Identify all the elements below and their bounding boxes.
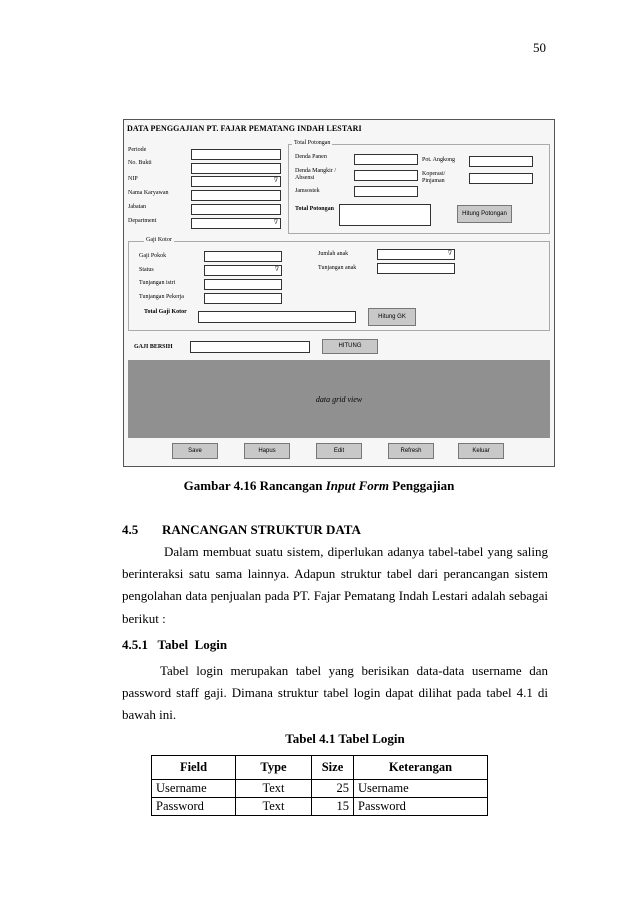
- label-total-potongan: Total Potongan: [295, 206, 334, 212]
- subsection-paragraph: [122, 660, 548, 727]
- label-jabatan: Jabatan: [128, 204, 146, 210]
- status-dropdown[interactable]: [204, 265, 282, 276]
- periode-input[interactable]: [191, 149, 281, 160]
- hitung-button[interactable]: HITUNG: [322, 339, 378, 354]
- label-no-bukti: No. Bukti: [128, 160, 152, 166]
- label-gaji-bersih: GAJI BERSIH: [134, 344, 173, 350]
- jabatan-input[interactable]: [191, 204, 281, 215]
- total-potongan-legend: Total Potongan: [294, 140, 331, 146]
- nama-karyawan-input[interactable]: [191, 190, 281, 201]
- table-cell: 25: [312, 780, 354, 798]
- tunjangan-pekerja-input[interactable]: [204, 293, 282, 304]
- label-koperasi: Koperasi/ Pinjaman: [422, 171, 446, 184]
- refresh-button[interactable]: Refresh: [388, 443, 434, 459]
- keluar-button[interactable]: Keluar: [458, 443, 504, 459]
- table-cell: Password: [152, 798, 236, 816]
- chevron-down-icon: ∇: [447, 251, 452, 257]
- label-nama-karyawan: Nama Karyawan: [128, 190, 169, 196]
- tunjangan-istri-input[interactable]: [204, 279, 282, 290]
- table-cell: Username: [354, 780, 488, 798]
- label-jumlah-anak: Jumlah anak: [318, 251, 349, 257]
- total-potongan-output: [339, 204, 431, 226]
- table-header-type: Type: [236, 756, 312, 780]
- label-nip: NIP: [128, 176, 138, 182]
- denda-mangkir-input[interactable]: [354, 170, 418, 181]
- table-cell: Text: [236, 798, 312, 816]
- hitung-gk-button[interactable]: Hitung GK: [368, 308, 416, 326]
- save-button[interactable]: Save: [172, 443, 218, 459]
- jamsostek-input[interactable]: [354, 186, 418, 197]
- label-department: Department: [128, 218, 157, 224]
- gaji-bersih-output: [190, 341, 310, 353]
- hapus-button[interactable]: Hapus: [244, 443, 290, 459]
- gaji-pokok-input[interactable]: [204, 251, 282, 262]
- hitung-potongan-button[interactable]: Hitung Potongan: [457, 205, 512, 223]
- table-cell: Text: [236, 780, 312, 798]
- koperasi-input[interactable]: [469, 173, 533, 184]
- table-cell: Password: [354, 798, 488, 816]
- table-caption: Tabel 4.1 Tabel Login: [285, 731, 405, 746]
- chevron-down-icon: ∇: [273, 220, 278, 226]
- label-status: Status: [139, 267, 154, 273]
- table-header-keterangan: Keterangan: [354, 756, 488, 780]
- jumlah-anak-dropdown[interactable]: [377, 249, 455, 260]
- denda-panen-input[interactable]: [354, 154, 418, 165]
- section-title: RANCANGAN STRUKTUR DATA: [162, 522, 361, 537]
- label-periode: Periode: [128, 147, 147, 153]
- label-tunjangan-istri: Tunjangan istri: [139, 280, 176, 286]
- table-row: [152, 798, 488, 816]
- section-paragraph-text: Dalam membuat suatu sistem, diperlukan adanya tabel-tabel yang saling berinteraksi satu sama lainnya. Adapun struktur tabel dari perancangan sistem pengolahan data penjualan pada PT. Fajar Pematang Indah Lestari adalah sebagai berikut :: [122, 544, 548, 626]
- section-heading: [122, 522, 361, 538]
- no-bukti-input[interactable]: [191, 163, 281, 174]
- figure-caption: [0, 478, 638, 494]
- table-cell: Username: [152, 780, 236, 798]
- figure-caption-suffix: Penggajian: [388, 478, 455, 493]
- section-number: 4.5: [122, 522, 139, 537]
- subsection-heading: 4.5.1 Tabel Login: [122, 637, 228, 652]
- section-paragraph: [122, 541, 548, 630]
- table-header-size: Size: [312, 756, 354, 780]
- label-denda-mangkir: Denda Mangkir / Absensi: [295, 168, 336, 181]
- table-row: [152, 780, 488, 798]
- data-grid-label: data grid view: [315, 394, 363, 404]
- label-gaji-pokok: Gaji Pokok: [139, 253, 167, 259]
- table-header-field: Field: [152, 756, 236, 780]
- label-pot-angkong: Pot. Angkong: [422, 157, 456, 163]
- form-mockup-figure: [123, 119, 555, 467]
- subsection-paragraph-text: Tabel login merupakan tabel yang berisikan data-data username dan password staff gaji. Dimana struktur tabel login dapat dilihat pada tabel 4.1 di bawah ini.: [122, 663, 548, 723]
- login-table: [151, 755, 488, 816]
- table-cell: 15: [312, 798, 354, 816]
- data-grid-view[interactable]: [128, 360, 550, 438]
- department-dropdown[interactable]: [191, 218, 281, 229]
- label-tunjangan-pekerja: Tunjangan Pekerja: [139, 294, 184, 300]
- figure-caption-italic: Input Form: [325, 478, 389, 493]
- tunjangan-anak-input[interactable]: [377, 263, 455, 274]
- chevron-down-icon: ∇: [273, 178, 278, 184]
- label-total-gaji-kotor: Total Gaji Kotor: [144, 309, 187, 315]
- label-denda-panen: Denda Panen: [295, 154, 327, 160]
- page-number: 50: [533, 40, 546, 55]
- chevron-down-icon: ∇: [274, 267, 279, 273]
- nip-dropdown[interactable]: [191, 176, 281, 187]
- pot-angkong-input[interactable]: [469, 156, 533, 167]
- label-tunjangan-anak: Tunjangan anak: [318, 265, 357, 271]
- figure-caption-prefix: Gambar 4.16 Rancangan: [183, 478, 326, 493]
- table-header-row: [152, 756, 488, 780]
- total-gaji-kotor-output: [198, 311, 356, 323]
- gaji-kotor-legend: Gaji Kotor: [146, 237, 172, 243]
- mockup-title: DATA PENGGAJIAN PT. FAJAR PEMATANG INDAH LESTARI: [127, 124, 362, 133]
- edit-button[interactable]: Edit: [316, 443, 362, 459]
- label-jamsostek: Jamsostek: [295, 188, 320, 194]
